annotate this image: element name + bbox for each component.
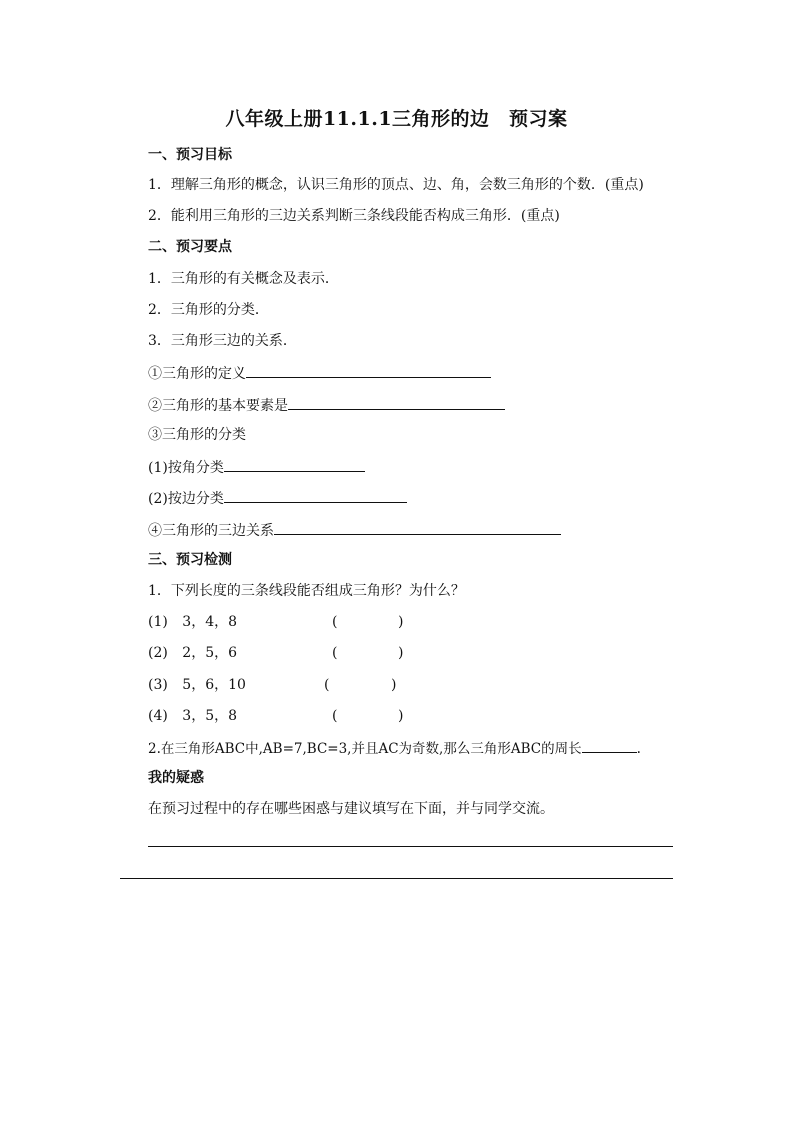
item-values: 3，5，8: [182, 708, 238, 724]
key-point-3: 3．三角形三边的关系．: [148, 333, 297, 349]
item-number: (2): [148, 645, 168, 661]
paren-close: ): [391, 677, 397, 693]
item-number: (1): [148, 614, 168, 630]
answer-blank[interactable]: [288, 395, 505, 410]
paren-open: (: [332, 614, 338, 630]
paren-close: ): [398, 645, 404, 661]
section-heading-check: 三、预习检测: [148, 552, 232, 568]
page-title: 八年级上册11.1.1三角形的边 预习案: [225, 108, 568, 130]
fill-label: ④三角形的三边关系: [148, 523, 274, 539]
q1-item-4: [148, 707, 418, 725]
paren-open: (: [332, 708, 338, 724]
fill-by-angle: [148, 457, 365, 477]
goal-item-2: 2．能利用三角形的三边关系判断三条线段能否构成三角形．(重点): [148, 208, 560, 224]
question-2-end: .: [636, 741, 641, 757]
fill-label: (1)按角分类: [148, 460, 224, 476]
paren-close: ): [398, 708, 404, 724]
writing-line-2[interactable]: [120, 878, 673, 879]
fill-side-relation: [148, 520, 561, 540]
item-values: 3，4，8: [182, 614, 238, 630]
question-2: [148, 738, 641, 758]
answer-blank[interactable]: [246, 363, 491, 378]
fill-label: ②三角形的基本要素是: [148, 398, 288, 414]
paren-open: (: [324, 677, 330, 693]
section-heading-goals: 一、预习目标: [148, 147, 232, 163]
question-1: 1．下列长度的三条线段能否组成三角形？为什么？: [148, 583, 465, 599]
q1-item-1: [148, 613, 418, 631]
answer-blank[interactable]: [582, 738, 637, 753]
fill-basic-elements: [148, 395, 505, 415]
fill-label: (2)按边分类: [148, 491, 224, 507]
q1-item-3: [148, 676, 418, 694]
key-point-2: 2．三角形的分类．: [148, 302, 269, 318]
item-values: 5，6，10: [182, 677, 246, 693]
answer-blank[interactable]: [224, 488, 407, 503]
question-2-text: 2.在三角形ABC中,AB=7,BC=3,并且AC为奇数,那么三角形ABC的周长: [148, 741, 582, 757]
key-point-1: 1．三角形的有关概念及表示．: [148, 271, 339, 287]
fill-by-side: [148, 488, 407, 508]
paren-close: ): [398, 614, 404, 630]
paren-open: (: [332, 645, 338, 661]
answer-blank[interactable]: [224, 457, 365, 472]
section-heading-key-points: 二、预习要点: [148, 239, 232, 255]
item-number: (4): [148, 708, 168, 724]
item-values: 2，5，6: [182, 645, 238, 661]
q1-item-2: [148, 644, 418, 662]
answer-blank[interactable]: [274, 520, 561, 535]
goal-item-1: 1．理解三角形的概念，认识三角形的顶点、边、角，会数三角形的个数．(重点): [148, 177, 644, 193]
fill-classification: ③三角形的分类: [148, 427, 246, 443]
fill-label: ①三角形的定义: [148, 366, 246, 382]
section-heading-doubts: 我的疑惑: [148, 770, 204, 786]
writing-line-1[interactable]: [148, 846, 673, 847]
item-number: (3): [148, 677, 168, 693]
doubts-instruction: 在预习过程中的存在哪些困惑与建议填写在下面，并与同学交流。: [148, 801, 554, 817]
fill-triangle-definition: [148, 363, 491, 383]
